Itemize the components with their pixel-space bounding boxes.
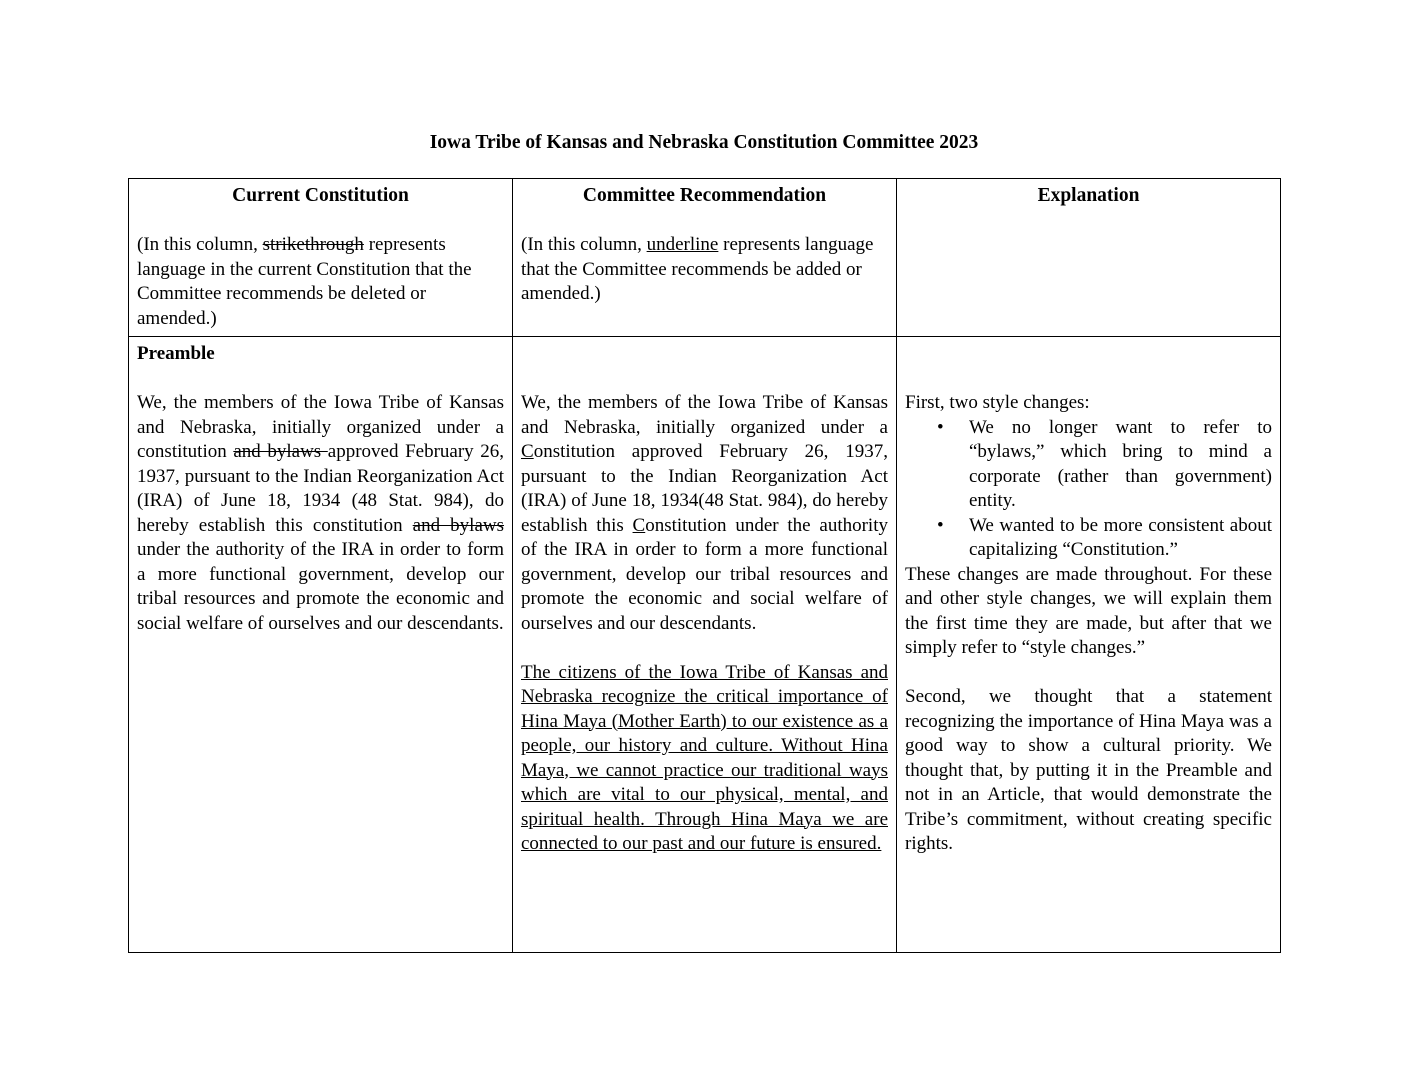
cell-current-constitution-preamble — [129, 337, 513, 953]
spacer — [905, 342, 1272, 391]
explanation-bullet-item: • We no longer want to refer to “bylaws,” which bring to mind a corporate (rather than government) entity. — [969, 416, 1272, 514]
column-title-committee-recommendation: Committee Recommendation — [582, 185, 827, 206]
explanation-style-note: These changes are made throughout. For these and other style changes, we will explain them the first time they are made, but after that we simply refer to “style changes.” — [905, 563, 1272, 658]
preamble-row — [129, 337, 1281, 953]
preamble-heading: Preamble — [137, 343, 215, 364]
constitution-comparison-table — [128, 178, 1281, 953]
recommendation-paragraph-1: We, the members of the Iowa Tribe of Kansas and Nebraska, initially organized under a Constitution approved February 26, 1937, pursuant to the Indian Reorganization Act (IRA) of June 18, 1934(48 Stat. 984), do hereby establish this Constitution under the authority of the IRA in order to form a more functional government, develop our tribal resources and promote the economic and social welfare of ourselves and our descendants. — [521, 392, 888, 634]
recommendation-paragraph-2: The citizens of the Iowa Tribe of Kansas and Nebraska recognize the critical importance of Hina Maya (Mother Earth) to our existence as a people, our history and culture. Without Hina Maya, we cannot practice our traditional ways which are vital to our physical, mental, and spiritual health. Through Hina Maya we are connected to our past and our future is ensured. — [521, 661, 888, 854]
column-note-underline: (In this column, underline represents language that the Committee recommends be added or amended.) — [521, 234, 874, 304]
explanation-bullet-list — [905, 416, 1272, 563]
cell-explanation-preamble — [897, 337, 1281, 953]
document-title: Iowa Tribe of Kansas and Nebraska Constitution Committee 2023 — [429, 132, 979, 153]
spacer — [521, 342, 888, 391]
header-cell-committee-recommendation — [513, 179, 897, 337]
table-header-row — [129, 179, 1281, 337]
explanation-paragraph-2: Second, we thought that a statement recognizing the importance of Hina Maya was a good way to show a cultural priority. We thought that, by putting it in the Preamble and not in an Article, that would demonstrate the Tribe’s commitment, without creating specific rights. — [905, 686, 1272, 854]
explanation-bullet-item: • We wanted to be more consistent about capitalizing “Constitution.” — [969, 514, 1272, 563]
cell-committee-recommendation-preamble — [513, 337, 897, 953]
column-title-current-constitution: Current Constitution — [232, 185, 409, 206]
header-cell-explanation — [897, 179, 1281, 337]
explanation-intro: First, two style changes: — [905, 392, 1090, 413]
column-note-strikethrough: (In this column, strikethrough represents language in the current Constitution that the Committee recommends be deleted or amended.) — [137, 234, 472, 329]
current-constitution-paragraph: We, the members of the Iowa Tribe of Kansas and Nebraska, initially organized under a constitution and bylaws approved February 26, 1937, pursuant to the Indian Reorganization Act (IRA) of June 18, 1934 (48 Stat. 984), do hereby establish this constitution and bylaws under the authority of the IRA in order to form a more functional government, develop our tribal resources and promote the economic and social welfare of ourselves and our descendants. — [137, 392, 505, 634]
header-cell-current-constitution — [129, 179, 513, 337]
column-title-explanation: Explanation — [1037, 185, 1140, 206]
